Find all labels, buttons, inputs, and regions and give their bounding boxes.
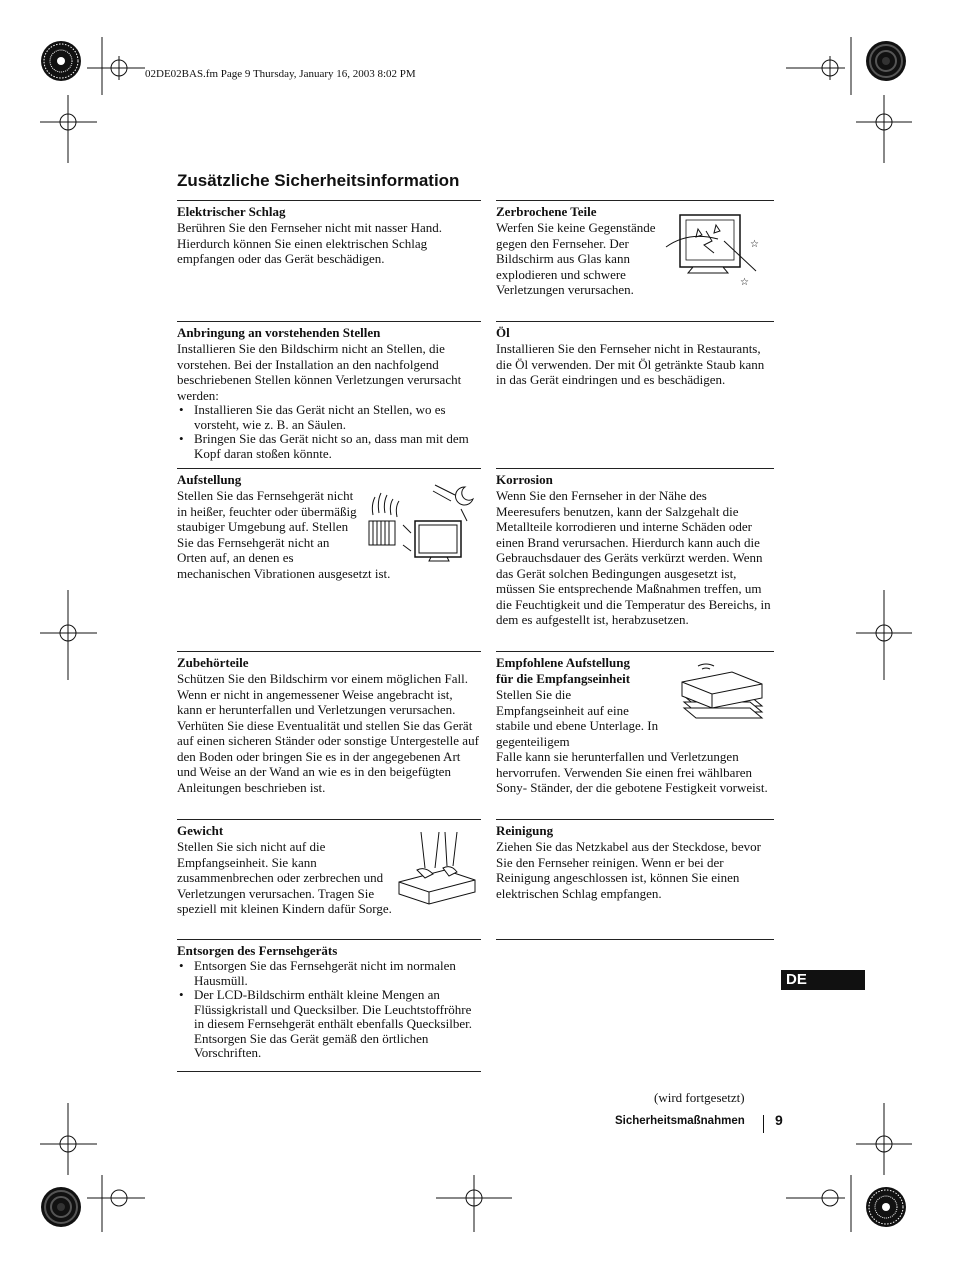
block-title: Aufstellung: [177, 472, 242, 487]
section-title: Zusätzliche Sicherheitsinformation: [177, 171, 460, 190]
heat-humidity-illustration: [363, 481, 481, 573]
footer-divider: [763, 1115, 764, 1133]
block-right-end-rule: [496, 939, 774, 941]
block-title: Elektrischer Schlag: [177, 204, 286, 219]
receiver-on-stand-illustration: [676, 662, 771, 726]
bullet-list: [177, 403, 481, 461]
file-info-header: 02DE02BAS.fm Page 9 Thursday, January 16, 2003 8:02 PM: [145, 68, 416, 80]
block-text: Stellen Sie die Empfangseinheit auf eine stabile und ebene Unterlage. In gegenteiligem: [496, 687, 659, 749]
block-entsorgen: [177, 939, 481, 1061]
block-zerbrochene-teile: [496, 200, 774, 298]
block-zubehoerteile: [177, 651, 481, 795]
block-title-line2: für die Empfangseinheit: [496, 671, 631, 686]
block-reinigung: [496, 819, 774, 901]
block-title: Zerbrochene Teile: [496, 204, 597, 219]
footer-section-name: Sicherheitsmaßnahmen: [615, 1115, 745, 1127]
block-title-line1: Empfohlene Aufstellung: [496, 655, 630, 670]
broken-tv-illustration: [668, 211, 768, 289]
block-anbringung: [177, 321, 481, 461]
block-aufstellung: [177, 468, 481, 581]
language-tab: DE: [781, 970, 865, 990]
list-item: • Der LCD-Bildschirm enthält kleine Mengen an Flüssigkristall und Quecksilber. Die Leuchtstoffröhre in diesem Fernsehgerät enthält ebenfalls Quecksilber. Entsorgen Sie das Gerät gemäß den örtlichen Vorschriften.: [194, 988, 481, 1061]
block-text: Berühren Sie den Fernseher nicht mit nasser Hand. Hierdurch können Sie einen elektrischen Schlag empfangen oder das Gerät beschädigen.: [177, 220, 442, 266]
block-korrosion: [496, 468, 774, 628]
svg-text:☆: ☆: [750, 239, 759, 250]
block-text-continued: mechanischen Vibrationen ausgesetzt ist.: [177, 565, 391, 581]
list-item: • Entsorgen Sie das Fernsehgerät nicht im normalen Hausmüll.: [194, 959, 481, 988]
block-gewicht: [177, 819, 481, 917]
block-title: Öl: [496, 325, 510, 340]
block-bottom-rule: [177, 1071, 481, 1073]
block-text: Installieren Sie den Bildschirm nicht an Stellen, die vorstehen. Bei der Installation an den nachfolgend beschriebenen Stellen können Verletzungen verursacht werden:: [177, 341, 462, 403]
block-elektrischer-schlag: [177, 200, 481, 267]
standing-on-receiver-illustration: [395, 830, 479, 908]
block-text: Werfen Sie keine Gegenstände gegen den Fernseher. Der Bildschirm aus Glas kann explodieren und schwere Verletzungen verursachen.: [496, 220, 656, 297]
block-text: Wenn Sie den Fernseher in der Nähe des Meeresufers benutzen, kann der Salzgehalt die Metallteile korrodieren und interne Schäden oder einen Brand verursachen. Hierdurch kann auch die Gebrauchsdauer des Geräts verkürzt werden. Wenn das Gerät solchen Bedingungen ausgesetzt ist, müssen Sie entsprechende Maßnahmen treffen, um die Feuchtigkeit und die Temperatur des Bereichs, in dem es aufgestellt ist, herabzusetzen.: [496, 488, 771, 627]
block-text: Stellen Sie sich nicht auf die Empfangseinheit. Sie kann zusammenbrechen oder zerbrechen und Verletzungen verursachen. Tragen Sie speziell mit kleinen Kindern dafür Sorge.: [177, 839, 392, 916]
block-empfohlene-aufstellung: [496, 651, 774, 796]
block-text: Ziehen Sie das Netzkabel aus der Steckdose, bevor Sie den Fernseher reinigen. Wenn er bei der Reinigung angeschlossen ist, können Sie einen elektrischen Schlag empfangen.: [496, 839, 761, 901]
continued-note: (wird fortgesetzt): [654, 1090, 745, 1105]
block-text: Schützen Sie den Bildschirm vor einem möglichen Fall. Wenn er nicht in angemessener Weise angebracht ist, kann er herunterfallen und Verletzungen verursachen. Verhüten Sie diese Eventualität und stellen Sie das Gerät auf einen sicheren Ständer oder sonstige Untergestelle auf den Boden oder bringen Sie es in der angegebenen Art und Weise an der Wand an wie es in den beigefügten Anleitungen beschrieben ist.: [177, 671, 479, 795]
page-number: 9: [775, 1112, 783, 1128]
block-text-continued: Falle kann sie herunterfallen und Verletzungen hervorrufen. Verwenden Sie einen frei wählbaren Sony- Ständer, der die gebotene Festigkeit vorweist.: [496, 749, 768, 795]
block-text: Installieren Sie den Fernseher nicht in Restaurants, die Öl verwenden. Der mit Öl getränkte Staub kann in das Gerät eindringen und es beschädigen.: [496, 341, 765, 387]
block-title: Zubehörteile: [177, 655, 249, 670]
block-text: Stellen Sie das Fernsehgerät nicht in heißer, feuchter oder übermäßig staubiger Umgebung auf. Stellen Sie das Fernsehgerät nicht an Orten auf, an denen es: [177, 488, 357, 565]
block-title: Anbringung an vorstehenden Stellen: [177, 325, 381, 340]
block-title: Korrosion: [496, 472, 553, 487]
bullet-list: [177, 959, 481, 1061]
block-oel: [496, 321, 774, 388]
list-item: • Bringen Sie das Gerät nicht so an, dass man mit dem Kopf daran stoßen könnte.: [194, 432, 481, 461]
svg-text:☆: ☆: [740, 277, 749, 288]
list-item: • Installieren Sie das Gerät nicht an Stellen, wo es vorsteht, wie z. B. an Säulen.: [194, 403, 481, 432]
block-title: Gewicht: [177, 823, 224, 838]
block-title: Entsorgen des Fernsehgeräts: [177, 943, 338, 958]
block-title: Reinigung: [496, 823, 554, 838]
